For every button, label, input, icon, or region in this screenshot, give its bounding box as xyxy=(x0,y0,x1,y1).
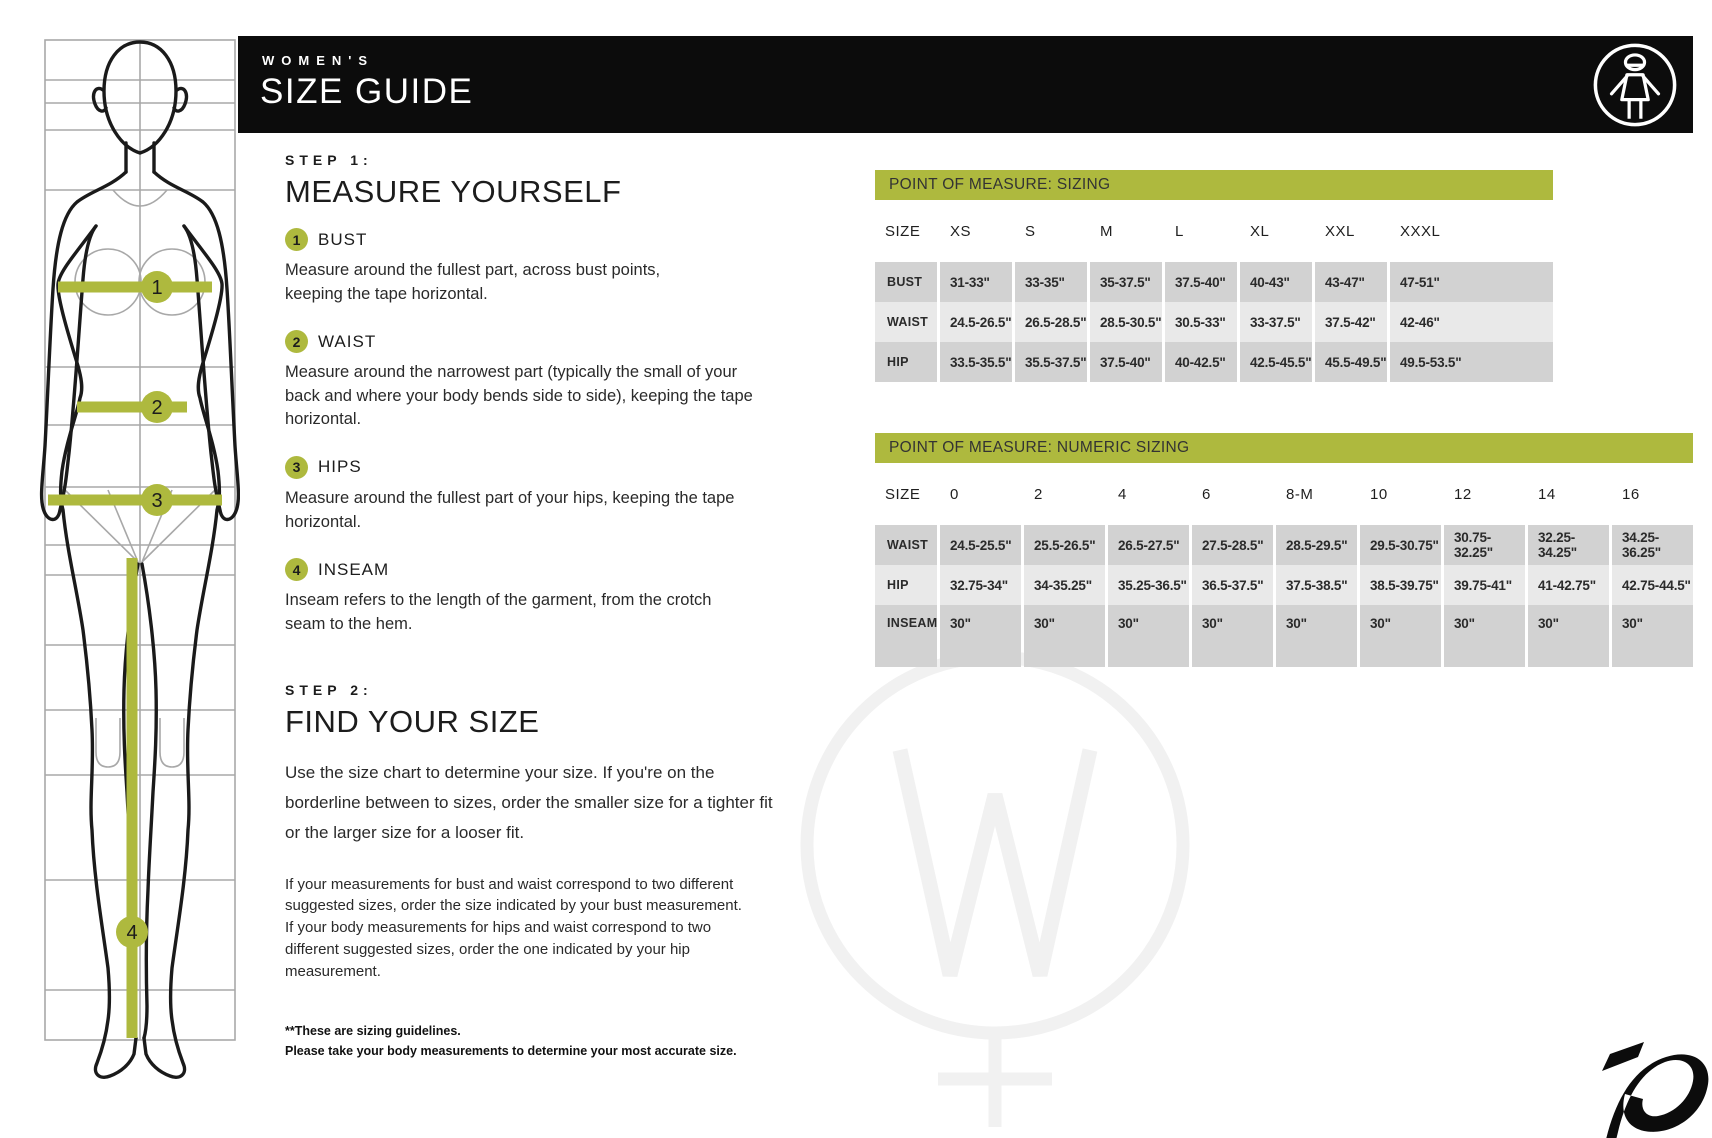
measurement-cell: 33.5-35.5" xyxy=(940,342,1012,382)
measurement-cell: 47-51" xyxy=(1390,262,1553,302)
measurement-cell: 33-35" xyxy=(1015,262,1087,302)
female-symbol-watermark-icon xyxy=(780,630,1220,1138)
body-croquis-icon xyxy=(20,30,240,1090)
measurement-cell: 30" xyxy=(1276,605,1357,667)
table-row-waist xyxy=(875,525,1693,565)
footnote-line-1: **These are sizing guidelines. xyxy=(285,1024,461,1039)
measurement-cell: 40-43" xyxy=(1240,262,1312,302)
measurement-cell: 39.75-41" xyxy=(1444,565,1525,605)
measurement-cell: 37.5-40" xyxy=(1165,262,1237,302)
measurement-cell: 35.25-36.5" xyxy=(1108,565,1189,605)
sizing-table-title: POINT OF MEASURE: SIZING xyxy=(875,170,1553,200)
measurement-cell: 26.5-28.5" xyxy=(1015,302,1087,342)
numeric-table-title: POINT OF MEASURE: NUMERIC SIZING xyxy=(875,433,1693,463)
banner xyxy=(238,36,1693,133)
measurement-cell: 28.5-30.5" xyxy=(1090,302,1162,342)
bust-number-badge: 1 xyxy=(285,228,308,251)
measurement-cell: 30" xyxy=(1024,605,1105,667)
table-row-hip xyxy=(875,342,1553,382)
measurement-cell: 36.5-37.5" xyxy=(1192,565,1273,605)
measurement-cell: 30" xyxy=(1444,605,1525,667)
step2-section xyxy=(285,682,805,1061)
measurement-cell: 30.75-32.25" xyxy=(1444,525,1525,565)
measurement-cell: 37.5-42" xyxy=(1315,302,1387,342)
figure-marker-4: 4 xyxy=(126,922,138,944)
measurement-cell: 33-37.5" xyxy=(1240,302,1312,342)
row-label: WAIST xyxy=(875,302,937,342)
measure-item-inseam xyxy=(285,558,805,636)
measurement-cell: 27.5-28.5" xyxy=(1192,525,1273,565)
measurement-cell: 35.5-37.5" xyxy=(1015,342,1087,382)
page-title: SIZE GUIDE xyxy=(260,72,474,111)
column-header: L xyxy=(1175,222,1184,240)
table-row-waist xyxy=(875,302,1553,342)
measurement-cell: 30" xyxy=(940,605,1021,667)
step2-paragraph-2: If your measurements for bust and waist correspond to two different suggested sizes, order the size indicated by your bust measurement. If your body measurements for hips and waist correspond to two different suggested sizes, order the one indicated by your hip measurement. xyxy=(285,875,742,980)
column-header: 4 xyxy=(1118,485,1127,503)
table-row-bust xyxy=(875,262,1553,302)
column-header: SIZE xyxy=(885,222,921,240)
measurement-cell: 42-46" xyxy=(1390,302,1553,342)
measure-item-waist xyxy=(285,330,805,432)
measurement-cell: 49.5-53.5" xyxy=(1390,342,1553,382)
measurement-cell: 37.5-40" xyxy=(1090,342,1162,382)
measurement-cell: 24.5-26.5" xyxy=(940,302,1012,342)
column-header: 10 xyxy=(1370,485,1388,503)
column-header: 0 xyxy=(950,485,959,503)
measurement-cell: 28.5-29.5" xyxy=(1276,525,1357,565)
hips-description: Measure around the fullest part of your hips, keeping the tape horizontal. xyxy=(285,488,735,531)
column-header: M xyxy=(1100,222,1113,240)
measurement-cell: 30" xyxy=(1360,605,1441,667)
footnote-line-2: Please take your body measurements to determine your most accurate size. xyxy=(285,1043,737,1058)
inseam-number-badge: 4 xyxy=(285,558,308,581)
table-header-row xyxy=(875,200,1553,262)
pearl-izumi-logo-icon xyxy=(1580,1030,1712,1138)
measurement-cell: 40-42.5" xyxy=(1165,342,1237,382)
table-row-hip xyxy=(875,565,1693,605)
table-row-inseam xyxy=(875,605,1693,667)
measurement-cell: 30" xyxy=(1192,605,1273,667)
measurement-cell: 30" xyxy=(1528,605,1609,667)
measurement-cell: 25.5-26.5" xyxy=(1024,525,1105,565)
waist-number-badge: 2 xyxy=(285,330,308,353)
row-label: HIP xyxy=(875,565,937,605)
measurement-figure xyxy=(20,30,240,1090)
measurement-cell: 35-37.5" xyxy=(1090,262,1162,302)
step1-title: MEASURE YOURSELF xyxy=(285,174,622,209)
waist-description: Measure around the narrowest part (typically the small of your back and where your body bends side to side), keeping the tape horizontal. xyxy=(285,363,753,429)
hips-label: HIPS xyxy=(318,457,362,477)
column-header: XXXL xyxy=(1400,222,1441,240)
measurement-cell: 34.25-36.25" xyxy=(1612,525,1693,565)
row-label: HIP xyxy=(875,342,937,382)
row-label: INSEAM xyxy=(875,605,937,667)
measurement-cell: 29.5-30.75" xyxy=(1360,525,1441,565)
step2-title: FIND YOUR SIZE xyxy=(285,704,540,740)
measurement-cell: 42.75-44.5" xyxy=(1612,565,1693,605)
column-header: 12 xyxy=(1454,485,1472,503)
step2-paragraph-1: Use the size chart to determine your size. If you're on the borderline between to sizes, order the smaller size for a tighter fit or the larger size for a looser fit. xyxy=(285,763,773,842)
cyclist-woman-icon xyxy=(1591,41,1679,129)
column-header: 16 xyxy=(1622,485,1640,503)
measurement-cell: 34-35.25" xyxy=(1024,565,1105,605)
measure-item-hips xyxy=(285,456,805,534)
bust-label: BUST xyxy=(318,229,368,249)
measurement-cell: 43-47" xyxy=(1315,262,1387,302)
banner-eyebrow: WOMEN'S xyxy=(262,53,375,68)
column-header: 2 xyxy=(1034,485,1043,503)
measurement-cell: 45.5-49.5" xyxy=(1315,342,1387,382)
measurement-cell: 30.5-33" xyxy=(1165,302,1237,342)
figure-marker-3: 3 xyxy=(151,490,163,512)
figure-marker-2: 2 xyxy=(151,397,163,419)
column-header: 8-M xyxy=(1286,485,1314,503)
measurement-cell: 32.25-34.25" xyxy=(1528,525,1609,565)
sizing-footnote xyxy=(285,1022,805,1061)
inseam-description: Inseam refers to the length of the garment, from the crotch seam to the hem. xyxy=(285,591,712,633)
column-header: XL xyxy=(1250,222,1270,240)
column-header: 6 xyxy=(1202,485,1211,503)
measurement-cell: 42.5-45.5" xyxy=(1240,342,1312,382)
measurement-cell: 41-42.75" xyxy=(1528,565,1609,605)
column-header: S xyxy=(1025,222,1036,240)
women-watermark xyxy=(780,630,1220,1138)
step1-label: STEP 1: xyxy=(285,152,373,168)
figure-marker-1: 1 xyxy=(151,277,163,299)
measurement-cell: 38.5-39.75" xyxy=(1360,565,1441,605)
step2-label: STEP 2: xyxy=(285,682,373,699)
measure-item-bust xyxy=(285,228,805,306)
row-label: WAIST xyxy=(875,525,937,565)
column-header: SIZE xyxy=(885,485,921,503)
inseam-label: INSEAM xyxy=(318,559,390,579)
hips-number-badge: 3 xyxy=(285,456,308,479)
measurement-cell: 24.5-25.5" xyxy=(940,525,1021,565)
waist-label: WAIST xyxy=(318,331,377,351)
column-header: XXL xyxy=(1325,222,1355,240)
sizing-table xyxy=(875,170,1553,382)
row-label: BUST xyxy=(875,262,937,302)
measurement-cell: 32.75-34" xyxy=(940,565,1021,605)
measurement-cell: 30" xyxy=(1108,605,1189,667)
measurement-cell: 30" xyxy=(1612,605,1693,667)
column-header: 14 xyxy=(1538,485,1556,503)
bust-description: Measure around the fullest part, across bust points, keeping the tape horizontal. xyxy=(285,261,661,303)
measurement-cell: 26.5-27.5" xyxy=(1108,525,1189,565)
table-header-row xyxy=(875,463,1693,525)
column-header: XS xyxy=(950,222,972,240)
instructions-column xyxy=(285,152,805,1061)
numeric-sizing-table xyxy=(875,433,1693,667)
measurement-cell: 37.5-38.5" xyxy=(1276,565,1357,605)
measurement-cell: 31-33" xyxy=(940,262,1012,302)
